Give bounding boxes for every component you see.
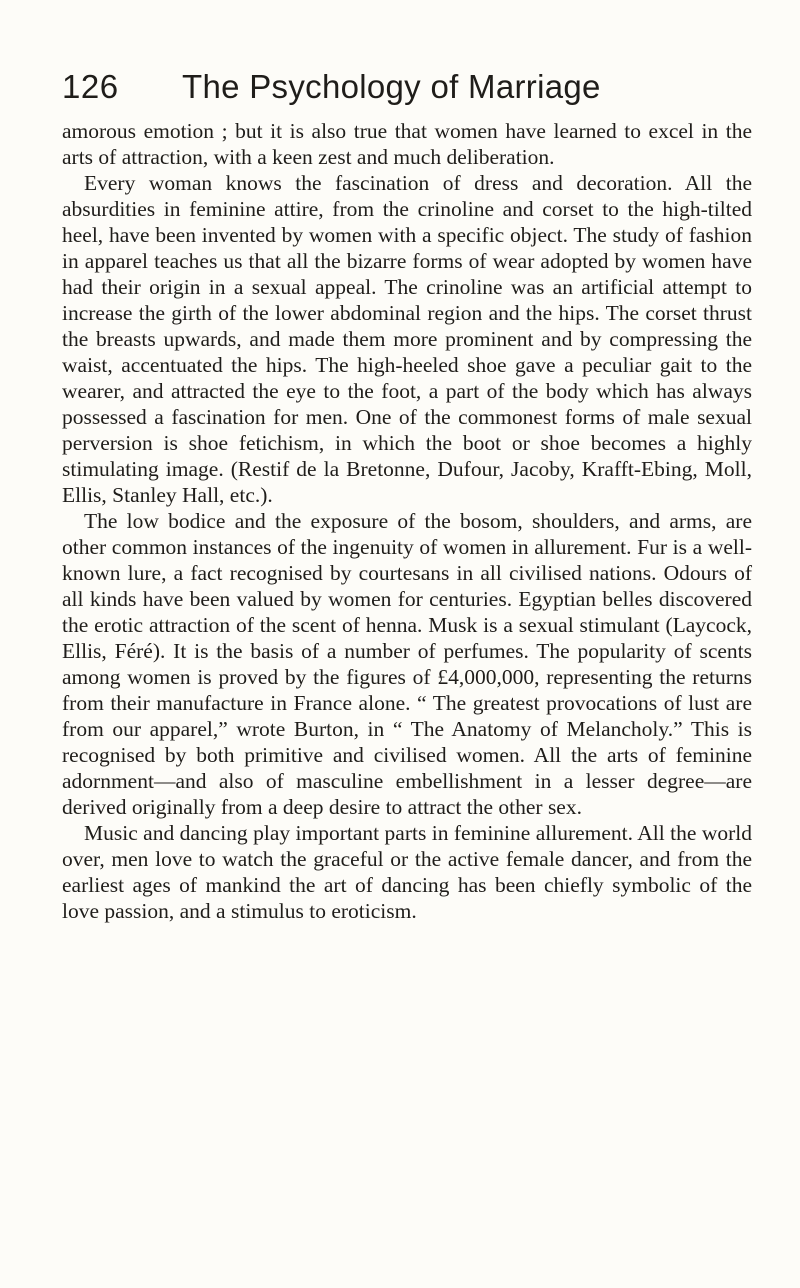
paragraph: Every woman knows the fascination of dress and decoration. All the absurdities in feminine attire, from the crinoline and corset to the high-tilted heel, have been invented by women with a specific object. The study of fashion in apparel teaches us that all the bizarre forms of wear adopted by women have had their origin in a sexual appeal. The crinoline was an artificial attempt to increase the girth of the lower abdominal region and the hips. The corset thrust the breasts upwards, and made them more prominent and by compressing the waist, accentuated the hips. The high-heeled shoe gave a peculiar gait to the wearer, and attracted the eye to the foot, a part of the body which has always possessed a fascination for men. One of the commonest forms of male sexual perversion is shoe fetichism, in which the boot or shoe becomes a highly stimulating image. (Restif de la Bretonne, Dufour, Jacoby, Krafft-Ebing, Moll, Ellis, Stanley Hall, etc.). — [62, 171, 752, 507]
paragraph: amorous emotion ; but it is also true that women have learned to excel in the arts of attraction, with a keen zest and much deliberation. — [62, 119, 752, 169]
body-text — [62, 118, 752, 924]
paragraph: Music and dancing play important parts in feminine allurement. All the world over, men love to watch the graceful or the active female dancer, and from the earliest ages of mankind the art of dancing has been chiefly symbolic of the love passion, and a stimulus to eroticism. — [62, 821, 752, 923]
book-page — [62, 68, 752, 924]
running-title: The Psychology of Marriage — [182, 68, 601, 105]
paragraph: The low bodice and the exposure of the bosom, shoulders, and arms, are other common instances of the ingenuity of women in allurement. Fur is a well-known lure, a fact recognised by courtesans in all civilised nations. Odours of all kinds have been valued by women for centuries. Egyptian belles discovered the erotic attraction of the scent of henna. Musk is a sexual stimulant (Laycock, Ellis, Féré). It is the basis of a number of perfumes. The popularity of scents among women is proved by the figures of £4,000,000, representing the returns from their manufacture in France alone. “ The greatest provocations of lust are from our apparel,” wrote Burton, in “ The Anatomy of Melancholy.” This is recognised by both primitive and civilised women. All the arts of feminine adornment—and also of masculine embellishment in a lesser degree—are derived originally from a deep desire to attract the other sex. — [62, 509, 752, 819]
running-head — [62, 68, 752, 106]
page-number: 126 — [62, 68, 119, 105]
